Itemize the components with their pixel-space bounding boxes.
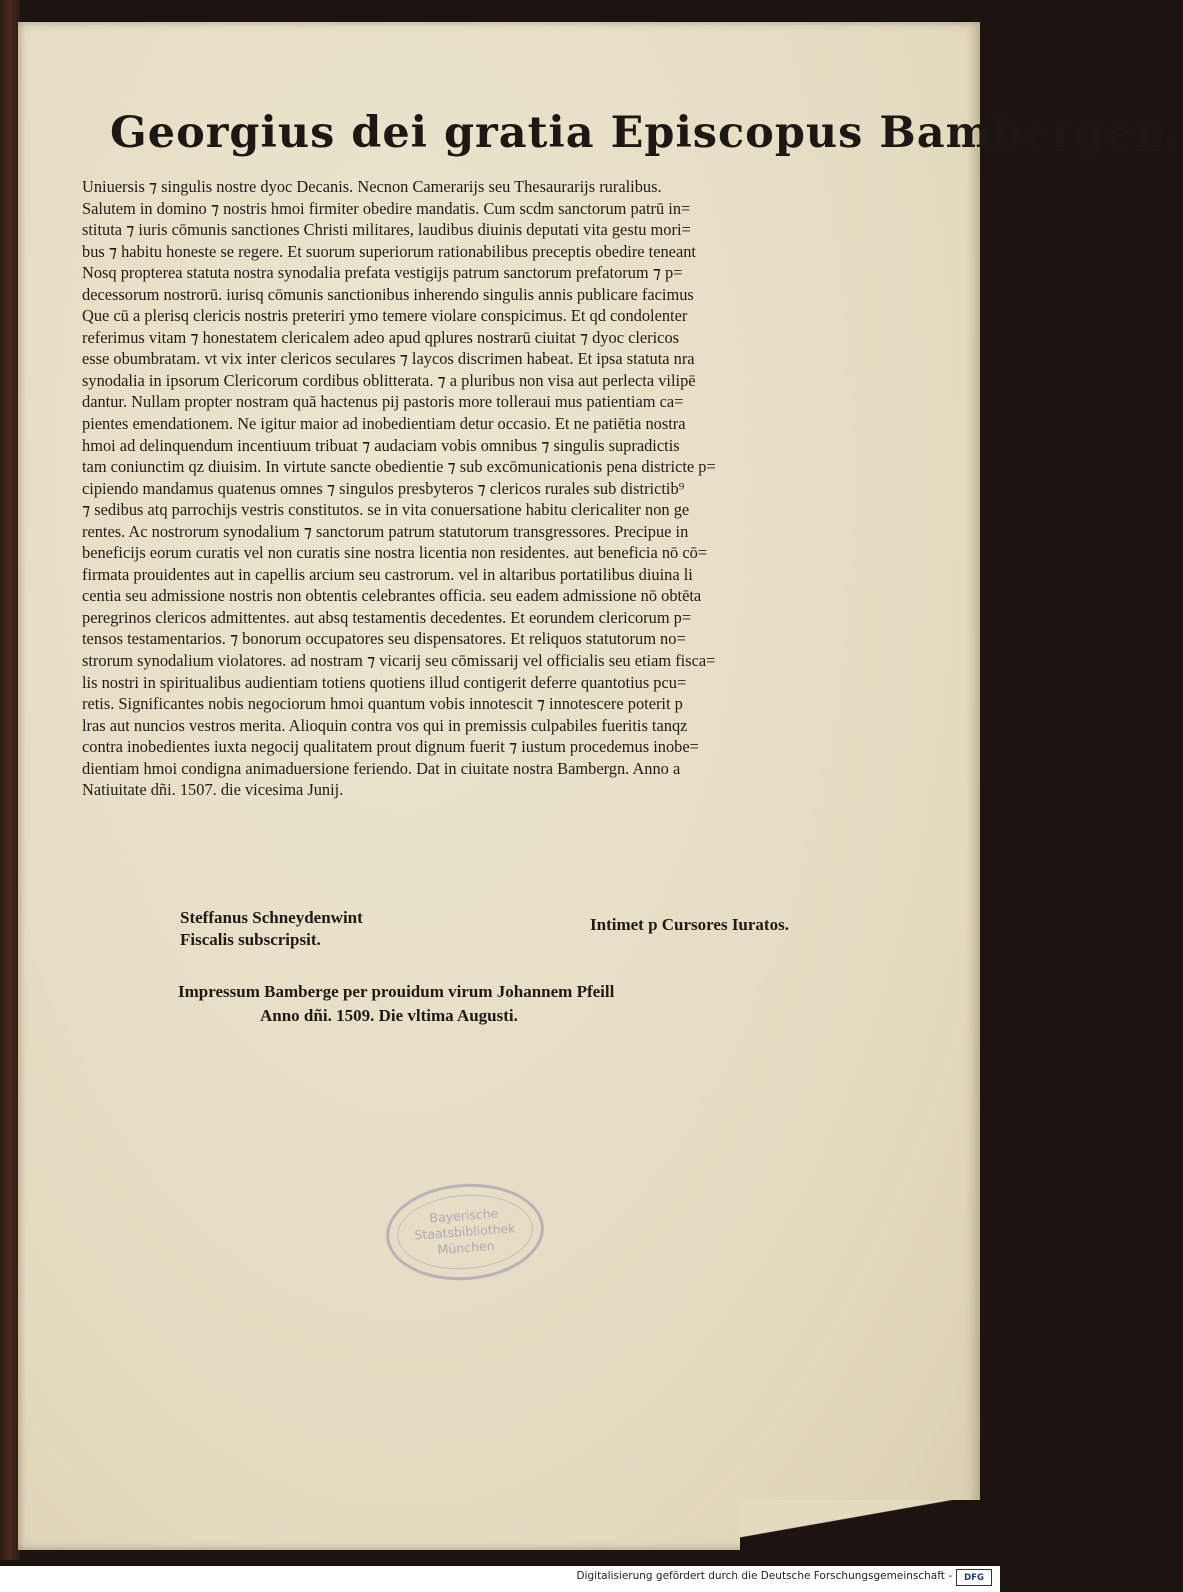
page-corner-fold bbox=[740, 1500, 980, 1550]
body-line: stituta ⁊ iuris cōmunis sanctiones Christi militares, laudibus diuinis deputati vita gestu mori= bbox=[82, 220, 691, 240]
book-binding-edge bbox=[0, 0, 20, 1560]
stamp-inner-ring bbox=[395, 1190, 536, 1273]
body-line: tam coniunctim qz diuisim. In virtute sancte obedientie ⁊ sub excōmunicationis pena districte p= bbox=[82, 457, 716, 477]
body-line: contra inobedientes iuxta negocij qualitatem prout dignum fuerit ⁊ iustum procedemus inobe= bbox=[82, 737, 699, 757]
stamp-line: Bayerische bbox=[428, 1205, 499, 1226]
body-line: Natiuitate dñi. 1507. die vicesima Junij. bbox=[82, 780, 344, 800]
dfg-logo-icon: DFG bbox=[956, 1569, 992, 1586]
signature-intimation: Intimet p Cursores Iuratos. bbox=[590, 915, 789, 934]
body-line: ⁊ sedibus atq parrochijs vestris constitutos. se in vita conuersatione habitu clericaliter non ge bbox=[82, 500, 690, 520]
document-title: Georgius dei gratia Episcopus Bambergen. bbox=[110, 108, 1183, 158]
colophon-printer: Impressum Bamberge per prouidum virum Johannem Pfeill bbox=[178, 982, 615, 1001]
body-line: Que cū a plerisq clericis nostris preteriri ymo temere violare conspicimus. Et qd condolenter bbox=[82, 306, 688, 326]
signature-name: Steffanus Schneydenwint bbox=[180, 908, 363, 927]
body-line: esse obumbratam. vt vix inter clericos seculares ⁊ laycos discrimen habeat. Et ipsa statuta nra bbox=[82, 349, 695, 369]
body-line: Salutem in domino ⁊ nostris hmoi firmiter obedire mandatis. Cum scdm sanctorum patrū in= bbox=[82, 198, 691, 218]
body-line: peregrinos clericos admittentes. aut absq testamentis decedentes. Et eorundem clericorum p= bbox=[82, 607, 692, 627]
body-line: beneficijs eorum curatis vel non curatis sine nostra licentia non residentes. aut beneficia nō cō= bbox=[82, 543, 708, 563]
body-line: strorum synodalium violatores. ad nostram ⁊ vicarij seu cōmissarij vel officialis seu etiam fisca= bbox=[82, 651, 716, 671]
body-line: synodalia in ipsorum Clericorum cordibus oblitterata. ⁊ a pluribus non visa aut perlecta vilipē bbox=[82, 370, 696, 390]
signature-role: Fiscalis subscripsit. bbox=[180, 930, 321, 949]
body-line: firmata prouidentes aut in capellis arcium seu castrorum. vel in altaribus portatilibus diuina li bbox=[82, 564, 693, 584]
body-line: dantur. Nullam propter nostram quā hactenus pij pastoris more tolleraui mus patientiam ca= bbox=[82, 392, 684, 412]
body-line: Uniuersis ⁊ singulis nostre dyoc Decanis. Necnon Camerarijs seu Thesaurarijs ruralibus. bbox=[82, 177, 662, 196]
document-body bbox=[82, 176, 857, 801]
stamp-line: Staatsbibliothek bbox=[413, 1220, 516, 1243]
body-line: referimus vitam ⁊ honestatem clericalem adeo apud qplures nostrarū ciuitat ⁊ dyoc clericos bbox=[82, 327, 680, 347]
body-line: Nosq propterea statuta nostra synodalia prefata vestigijs patrum sanctorum prefatorum ⁊ p= bbox=[82, 263, 683, 283]
body-line: cipiendo mandamus quatenus omnes ⁊ singulos presbyteros ⁊ clericos rurales sub districtib⁹ bbox=[82, 478, 685, 498]
signature-fiscal bbox=[180, 907, 363, 951]
body-line: retis. Significantes nobis negociorum hmoi quantum vobis innotescit ⁊ innotescere poterit p bbox=[82, 694, 683, 714]
body-line: tensos testamentarios. ⁊ bonorum occupatores seu dispensatores. Et reliquos statutorum no= bbox=[82, 629, 686, 649]
colophon bbox=[178, 980, 614, 1028]
body-line: dientiam hmoi condigna animaduersione feriendo. Dat in ciuitate nostra Bambergn. Anno a bbox=[82, 758, 681, 778]
colophon-date: Anno dñi. 1509. Die vltima Augusti. bbox=[260, 1006, 518, 1025]
body-line: bus ⁊ habitu honeste se regere. Et suorum superiorum rationabilibus preceptis obedire teneant bbox=[82, 241, 696, 261]
body-line: decessorum nostrorū. iurisq cōmunis sanctionibus inherendo singulis annis publicare facimus bbox=[82, 284, 694, 304]
body-line: pientes emendationem. Ne igitur maior ad inobedientiam detur occasio. Et ne patiētia nostra bbox=[82, 414, 686, 434]
body-line: rentes. Ac nostrorum synodalium ⁊ sanctorum patrum statutorum transgressores. Precipue in bbox=[82, 521, 689, 541]
body-line: centia seu admissione nostris non obtentis celebrantes officia. seu eadem admissione nō obtēta bbox=[82, 586, 702, 606]
funding-notice: Digitalisierung gefördert durch die Deutsche Forschungsgemeinschaft - bbox=[576, 1570, 952, 1582]
stamp-line: München bbox=[437, 1237, 496, 1257]
body-line: hmoi ad delinquendum incentiuum tribuat ⁊ audaciam vobis omnibus ⁊ singulis supradictis bbox=[82, 435, 680, 455]
body-line: lis nostri in spiritualibus audientiam totiens quotiens illud contigerit deferre quantotius pcu= bbox=[82, 672, 687, 692]
body-line: lras aut nuncios vestros merita. Alioquin contra vos qui in premissis culpabiles fueritis tanqz bbox=[82, 715, 688, 735]
